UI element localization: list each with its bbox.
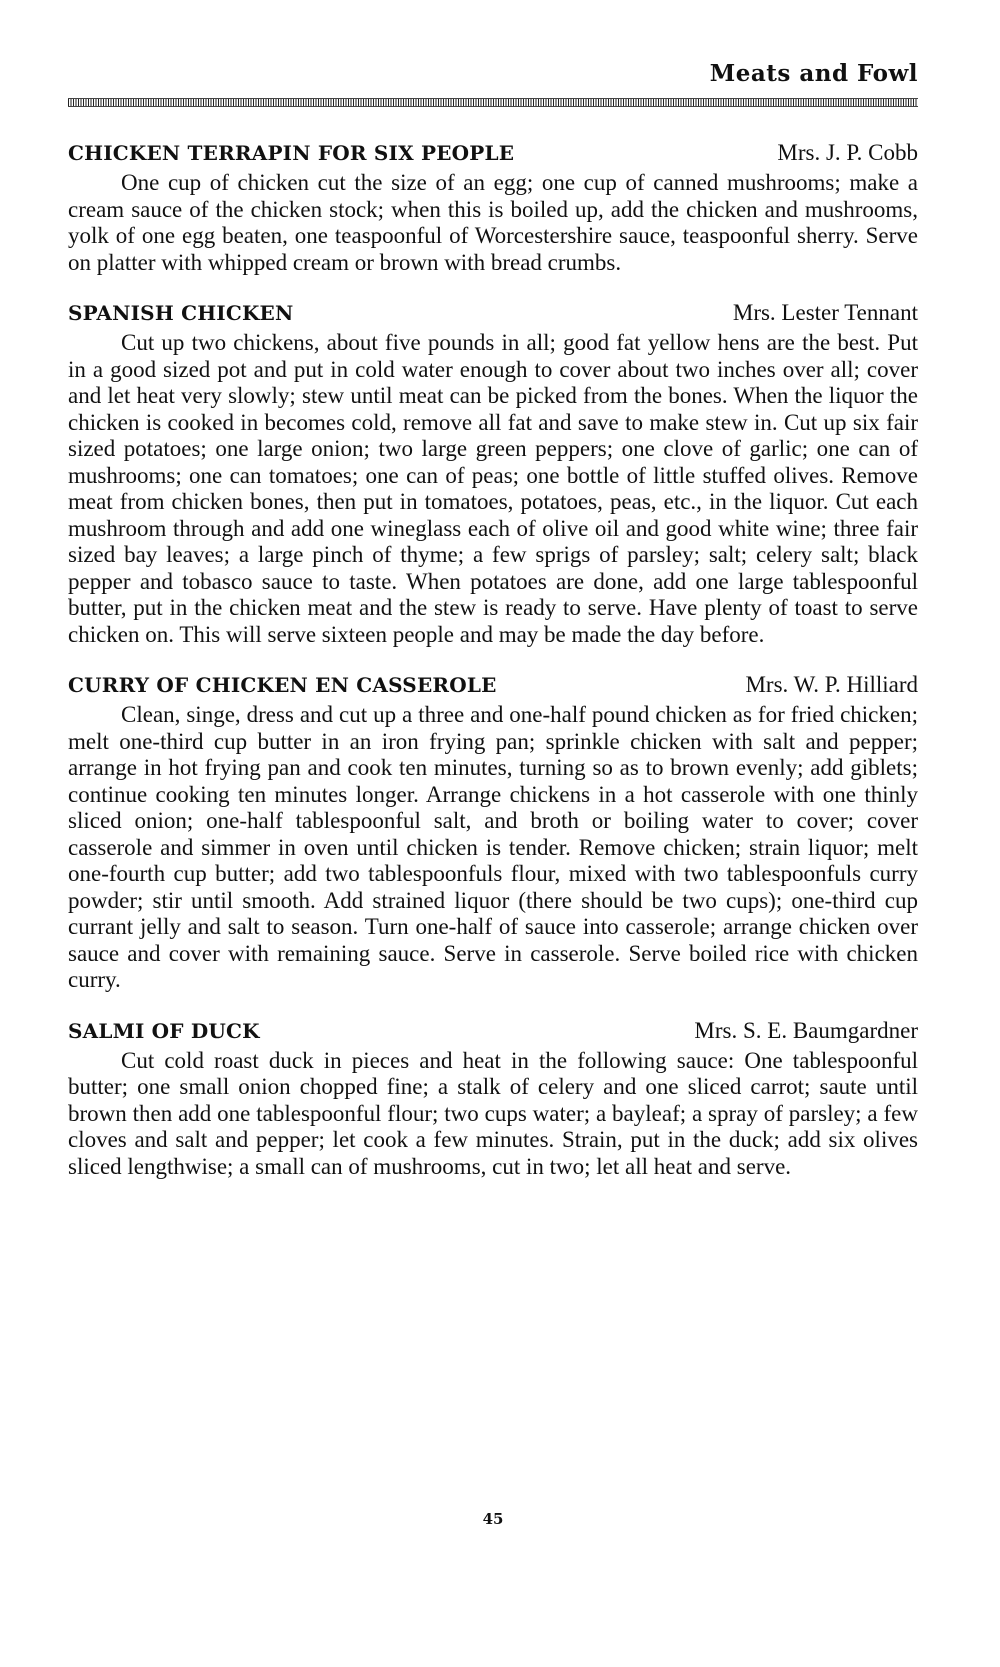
recipe-author: Mrs. W. P. Hilliard: [745, 672, 918, 697]
recipe-header: [68, 672, 918, 702]
recipe-header: [68, 140, 918, 170]
recipe-salmi-of-duck: [68, 1018, 918, 1181]
recipe-curry-of-chicken: [68, 672, 918, 994]
recipe-text: One cup of chicken cut the size of an egg; one cup of canned mushrooms; make a cream sauce of the chicken stock; when this is boiled up, add the chicken and mushrooms, yolk of one egg beaten, one teaspoonful of Worcestershire sauce, teaspoonful sherry. Serve on platter with whipped cream or brown with bread crumbs.: [68, 170, 918, 275]
recipe-title: CURRY OF CHICKEN EN CASSEROLE: [68, 673, 497, 697]
recipe-header: [68, 1018, 918, 1048]
book-page: [68, 0, 918, 1667]
recipe-author: Mrs. J. P. Cobb: [777, 140, 918, 165]
recipe-text: Cut cold roast duck in pieces and heat in the following sauce: One tablespoonful butter; one small onion chopped fine; a stalk of celery and one sliced carrot; saute until brown then add one tablespoonful flour; two cups water; a bayleaf; a spray of parsley; a few cloves and salt and pepper; let cook a few minutes. Strain, put in the duck; add six olives sliced lengthwise; a small can of mushrooms, cut in two; let all heat and serve.: [68, 1047, 918, 1179]
recipe-chicken-terrapin: [68, 140, 918, 276]
recipe-author: Mrs. Lester Tennant: [732, 300, 918, 325]
recipe-title: SALMI OF DUCK: [68, 1018, 260, 1043]
recipe-title: SPANISH CHICKEN: [68, 301, 294, 325]
recipe-text: Cut up two chickens, about five pounds in all; good fat yellow hens are the best. Put in a good sized pot and put in cold water enough to cover about two inches over all; cover and let heat very slowly; stew until meat can be picked from the bones. When the liquor the chicken is cooked in becomes cold, remove all fat and save to make stew in. Cut up six fair sized potatoes; one large onion; two large green peppers; one clove of garlic; one can of mushrooms; one can tomatoes; one can of peas; one bottle of little stuffed olives. Remove meat from chicken bones, then put in tomatoes, potatoes, peas, etc., in the liquor. Cut each mushroom through and add one wineglass each of olive oil and good white wine; three fair sized bay leaves; a large pinch of thyme; a few sprigs of parsley; salt; celery salt; black pepper and tobasco sauce to taste. When potatoes are done, add one large tablespoonful butter, put in the chicken meat and the stew is ready to serve. Have plenty of toast to serve chicken on. This will serve sixteen people and may be made the day before.: [68, 330, 918, 647]
recipe-list: [68, 140, 918, 1180]
recipe-text: Clean, singe, dress and cut up a three and one-half pound chicken as for fried chicken; melt one-third cup butter in an iron frying pan; sprinkle chicken with salt and pepper; arrange in hot frying pan and cook ten minutes, turning so as to brown evenly; add giblets; continue cooking ten minutes longer. Arrange chickens in a hot casserole with one thinly sliced onion; one-half tablespoonful salt, and broth or boiling water to cover; cover casserole and simmer in oven until chicken is tender. Remove chicken; strain liquor; melt one-fourth cup butter; add two tablespoonfuls flour, mixed with two tablespoonfuls curry powder; stir until smooth. Add strained liquor (there should be two cups); one-third cup currant jelly and salt to season. Turn one-half of sauce into casserole; arrange chicken over sauce and cover with remaining sauce. Serve in casserole. Serve boiled rice with chicken curry.: [68, 702, 918, 992]
recipe-header: [68, 300, 918, 330]
recipe-spanish-chicken: [68, 300, 918, 648]
recipe-title: CHICKEN TERRAPIN FOR SIX PEOPLE: [68, 141, 515, 165]
ornamental-rule: [68, 98, 918, 107]
recipe-author: Mrs. S. E. Baumgardner: [694, 1017, 918, 1043]
running-head: Meats and Fowl: [709, 60, 918, 87]
page-number: 45: [482, 1510, 504, 1528]
